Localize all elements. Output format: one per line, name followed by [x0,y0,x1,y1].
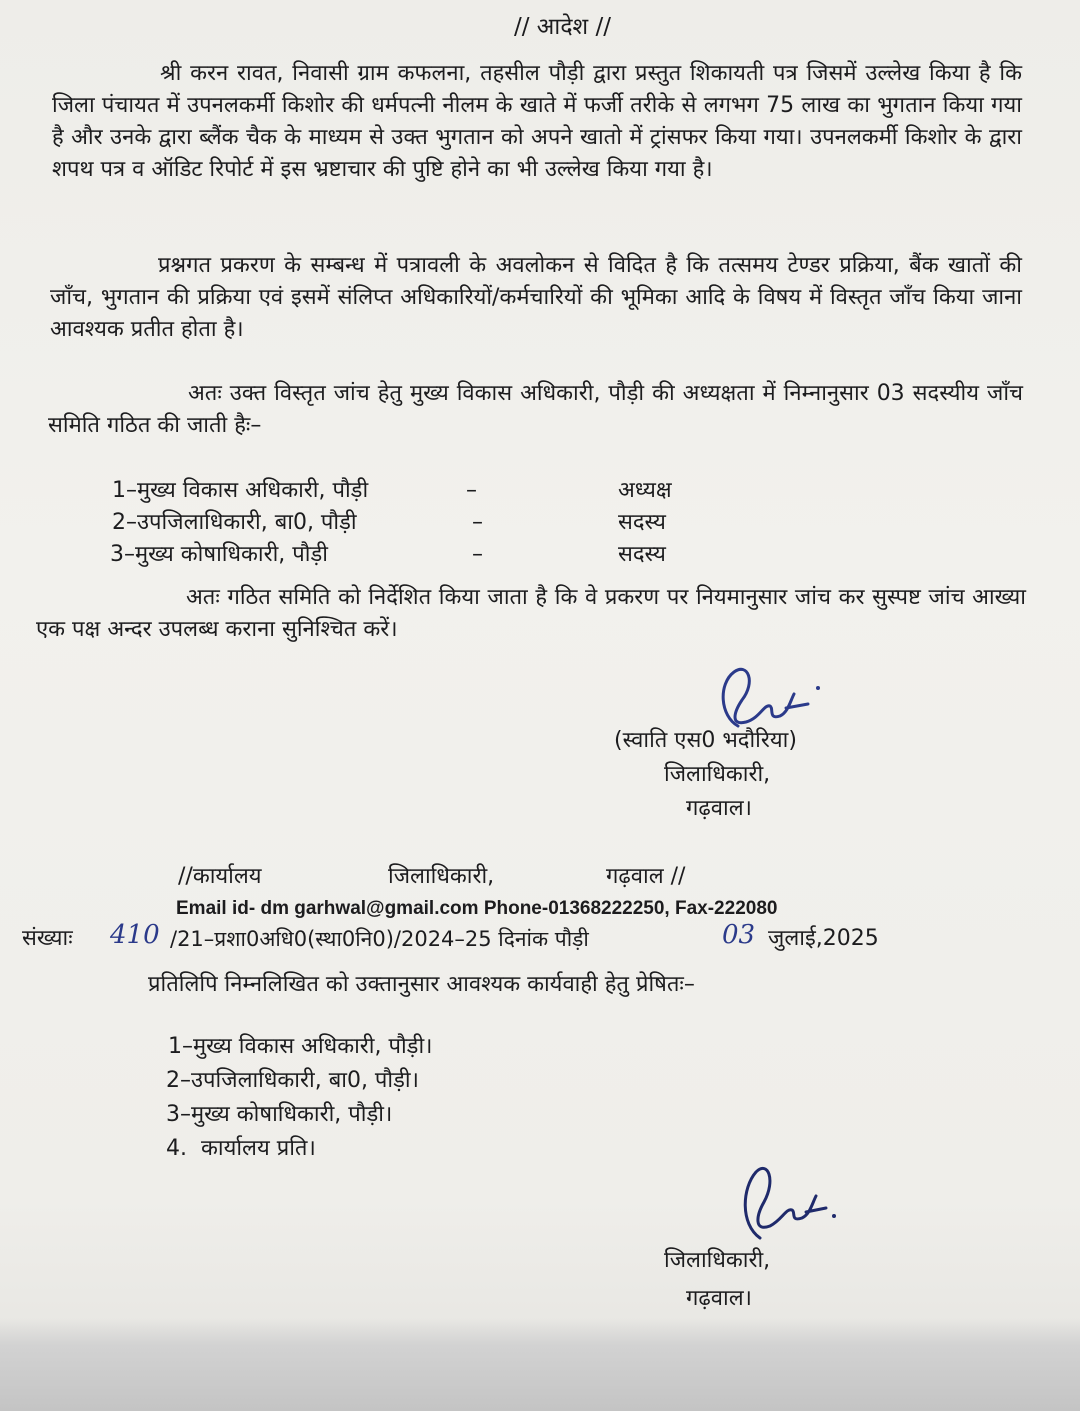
copy-item: 1–मुख्य विकास अधिकारी, पौड़ी। [168,1034,433,1059]
reference-label: संख्याः [22,926,73,951]
office-line-right: गढ़वाल // [606,864,686,889]
signatory-name: (स्वाति एस0 भदौरिया) [614,728,797,753]
reference-day: 03 [722,920,756,950]
order-paragraph-3: अतः उक्त विस्तृत जांच हेतु मुख्य विकास अधिकारी, पौड़ी की अध्यक्षता में निम्नानुसार 03 सदस्यीय जाँच समिति गठित की जाती हैः– [48,381,1023,438]
copy-signatory-designation: जिलाधिकारी, [664,1248,771,1273]
committee-dash: – [472,510,483,535]
copy-intro: प्रतिलिपि निम्नलिखित को उक्तानुसार आवश्यक कार्यवाही हेतु प्रेषितः– [148,972,695,997]
office-line-middle: जिलाधिकारी, [388,864,495,889]
committee-dash: – [466,478,477,503]
signature-mark [720,1158,850,1248]
committee-dash: – [472,542,483,567]
signatory-place: गढ़वाल। [686,796,752,821]
copy-item: 2–उपजिलाधिकारी, बा0, पौड़ी। [166,1068,419,1093]
committee-member: 1–मुख्य विकास अधिकारी, पौड़ी [112,478,369,503]
reference-detail: /21–प्रशा0अधि0(स्था0नि0)/2024–25 दिनांक पौड़ी [170,927,589,951]
committee-role: सदस्य [618,510,666,535]
committee-member: 3–मुख्य कोषाधिकारी, पौड़ी [110,542,328,567]
reference-date: जुलाई,2025 [768,926,879,951]
office-contact: Email id- dm garhwal@gmail.com Phone-01368222250, Fax-222080 [176,898,778,919]
bottom-shadow [0,1318,1080,1411]
committee-role: अध्यक्ष [618,478,672,503]
order-heading: // आदेश // [514,14,611,40]
copy-signatory-place: गढ़वाल। [686,1286,752,1311]
signatory-designation: जिलाधिकारी, [664,762,771,787]
copy-item: 3–मुख्य कोषाधिकारी, पौड़ी। [166,1102,393,1127]
office-line-left: //कार्यालय [178,864,262,889]
committee-role: सदस्य [618,542,666,567]
copy-item: 4. कार्यालय प्रति। [166,1136,316,1161]
order-paragraph-2: प्रश्नगत प्रकरण के सम्बन्ध में पत्रावली के अवलोकन से विदित है कि तत्समय टेण्डर प्रक्रिया, बैंक खातों की जाँच, भुगतान की प्रक्रिया एवं इसमें संलिप्त अधिकारियों/कर्मचारियों की भूमिका आदि के विषय में विस्तृत जाँच किया जाना आवश्यक प्रतीत होता है। [50,253,1022,342]
order-paragraph-1: श्री करन रावत, निवासी ग्राम कफलना, तहसील पौड़ी द्वारा प्रस्तुत शिकायती पत्र जिसमें उल्लेख किया है कि जिला पंचायत में उपनलकर्मी किशोर की धर्मपत्नी नीलम के खाते में फर्जी तरीके से लगभग 75 लाख का भुगतान किया गया है और उनके द्वारा ब्लैंक चैक के माध्यम से उक्त भुगतान को अपने खातो में ट्रांसफर किया गया। उपनलकर्मी किशोर के द्वारा शपथ पत्र व ऑडिट रिपोर्ट में इस भ्रष्टाचार की पुष्टि होने का भी उल्लेख किया गया है। [52,61,1022,182]
reference-number: 410 [110,920,160,950]
committee-member: 2–उपजिलाधिकारी, बा0, पौड़ी [112,510,357,535]
order-paragraph-4: अतः गठित समिति को निर्देशित किया जाता है कि वे प्रकरण पर नियमानुसार जांच कर सुस्पष्ट जांच आख्या एक पक्ष अन्दर उपलब्ध कराना सुनिश्चित करें। [36,585,1026,642]
